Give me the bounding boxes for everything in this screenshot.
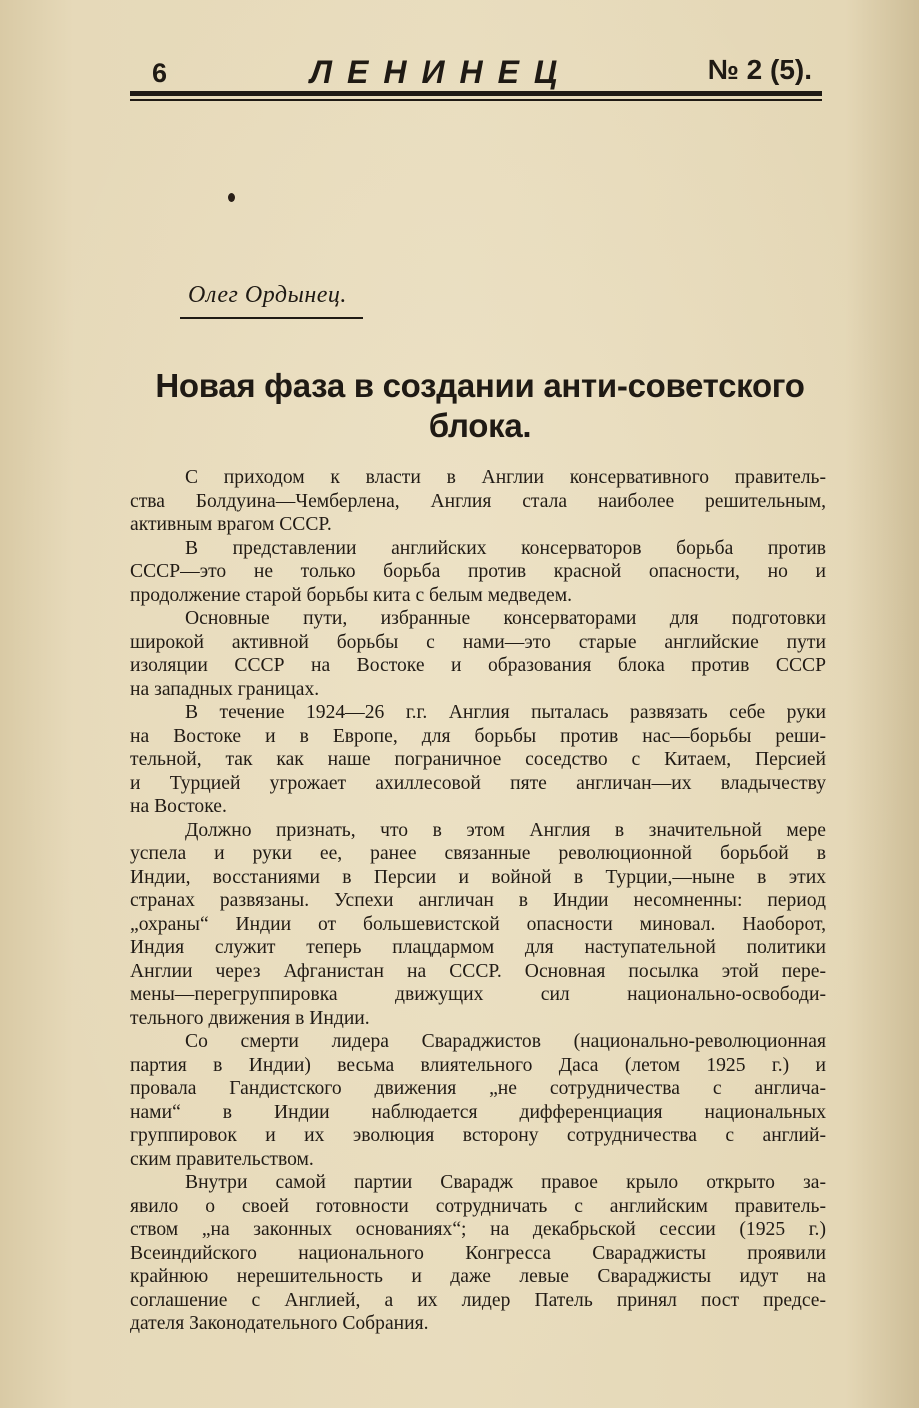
body-line: В течение 1924—26 г.г. Англия пыталась развязать себе руки [185,702,826,723]
body-line: нами“ в Индии наблюдается дифференциация национальных [130,1101,826,1123]
author-underline [180,317,363,319]
body-line: тельного движения в Индии. [130,1007,370,1029]
body-line: Должно признать, что в этом Англия в значительной мере [185,819,826,841]
body-line: явило о своей готовности сотрудничать с английским правитель- [130,1195,826,1217]
header-rule-thin [130,99,822,101]
body-line: провала Гандистского движения „не сотрудничества с англича- [130,1078,826,1099]
body-line: Внутри самой партии Сварадж правое крыло открыто за- [185,1172,826,1193]
body-line: активным врагом СССР. [130,514,332,535]
author-name: Олег Ордынец. [188,282,347,308]
running-header [130,50,822,90]
body-line: „охраны“ Индии от большевистской опасности миновал. Наоборот, [130,913,826,935]
body-line: и Турцией угрожает ахиллесовой пяте англичан—их владычеству [130,772,826,794]
body-line: Основные пути, избранные консерваторами для подготовки [185,608,826,629]
body-line: крайнюю нерешительность и даже левые Свараджисты идут на [130,1266,826,1287]
body-line: Англии через Афганистан на СССР. Основная посылка этой пере- [130,960,826,982]
issue-number: № 2 (5). [707,54,812,85]
body-line: соглашение с Англией, а их лидер Патель принял пост предсе- [130,1289,826,1311]
article-title-line: блока. [428,407,532,444]
body-line: изоляции СССР на Востоке и образования блока против СССР [130,655,826,676]
body-line: продолжение старой борьбы кита с белым медведем. [130,584,573,606]
body-line: ства Болдуина—Чемберлена, Англия стала наиболее решительным, [130,490,826,512]
article-title [100,366,860,446]
body-line: Индия служит теперь плацдармом для наступательной политики [130,937,826,958]
body-line: Всеиндийского национального Конгресса Свараджисты проявили [130,1242,826,1264]
body-line: на западных границах. [130,678,320,700]
body-line: партия в Индии) весьма влиятельного Даса (летом 1925 г.) и [130,1054,826,1076]
body-line: ством „на законных основаниях“; на декабрьской сессии (1925 г.) [130,1219,826,1240]
header-rule-thick [130,91,822,96]
body-line: дателя Законодательного Собрания. [130,1313,429,1334]
body-line: тельной, так как наше пограничное соседство с Китаем, Персией [130,749,826,770]
body-line: широкой активной борьбы с нами—это старые английские пути [130,631,826,653]
body-line: СССР—это не только борьба против красной опасности, но и [130,561,826,582]
body-line: странах развязаны. Успехи англичан в Индии несомненны: период [130,890,826,911]
article-body [130,466,826,1336]
body-line: мены—перегруппировка движущих сил национально-освободи- [130,984,826,1005]
body-line: Индии, восстаниями в Персии и войной в Турции,—ныне в этих [130,866,826,888]
ink-spot [228,193,235,202]
body-line: В представлении английских консерваторов борьба против [185,537,826,559]
page-number: 6 [152,58,168,88]
body-line: на Востоке и в Европе, для борьбы против нас—борьбы реши- [130,725,826,747]
journal-title: ЛЕНИНЕЦ [310,54,573,90]
body-line: успела и руки ее, ранее связанные революционной борьбой в [130,843,826,864]
article-title-line: Новая фаза в создании анти-советского [155,367,805,404]
body-line: на Востоке. [130,796,227,817]
body-line: С приходом к власти в Англии консервативного правитель- [185,467,826,488]
body-line: группировок и их эволюция всторону сотрудничества с англий- [130,1125,826,1146]
body-line: ским правительством. [130,1148,314,1170]
body-line: Со смерти лидера Свараджистов (национально-революционная [185,1031,826,1052]
